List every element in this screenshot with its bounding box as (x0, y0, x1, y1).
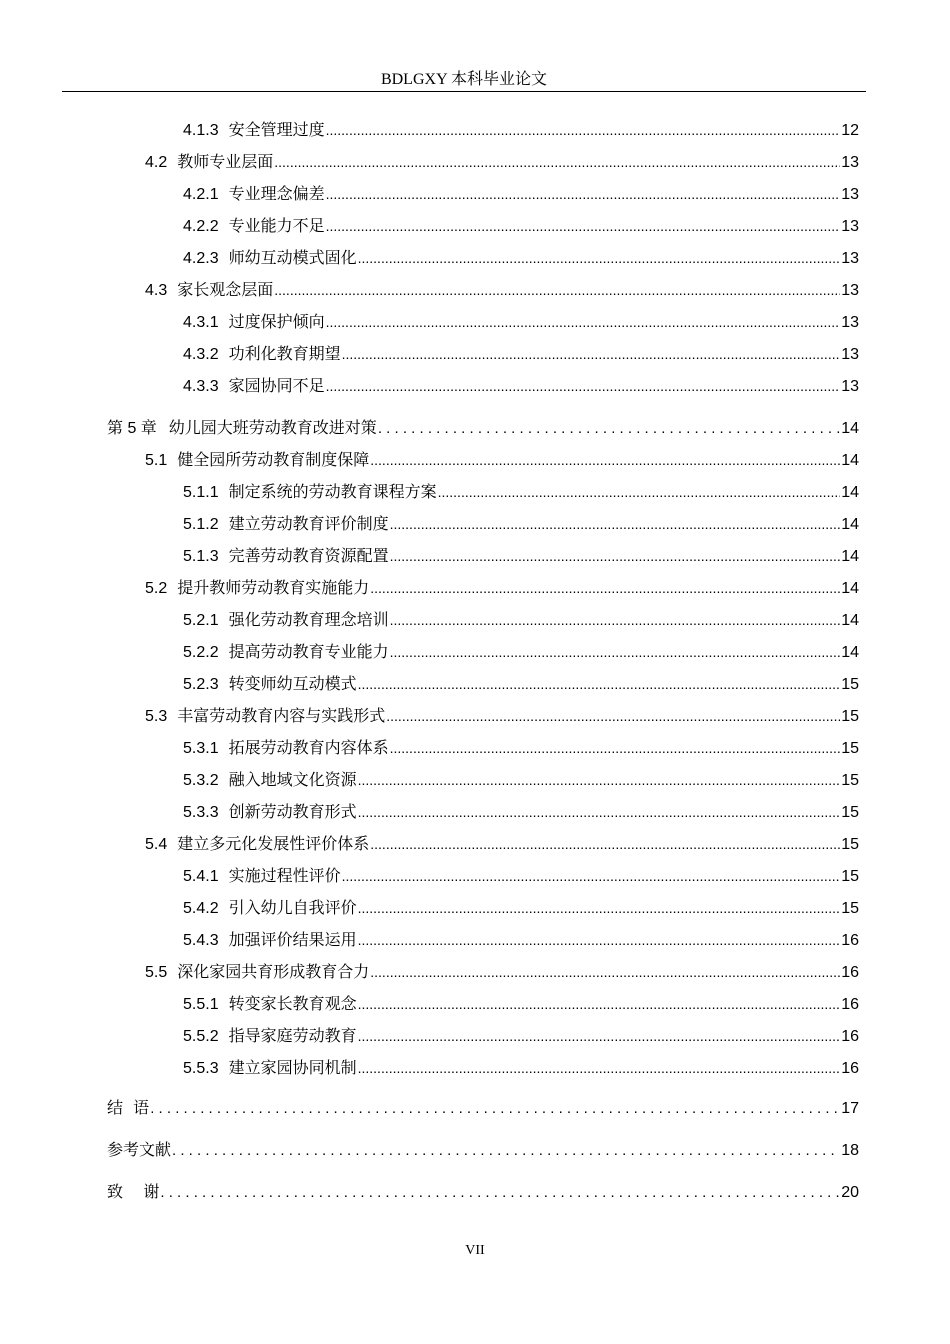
toc-page-number: 14 (841, 452, 859, 469)
toc-entry-title: 实施过程性评价 (228, 866, 341, 885)
toc-page-number: 13 (841, 154, 859, 171)
toc-entry-number: 4.3.1 (183, 314, 219, 331)
toc-dot-leader (358, 768, 841, 792)
toc-dot-leader (358, 800, 841, 824)
toc-page-number: 13 (841, 314, 859, 331)
toc-entry-number: 4.3 (145, 282, 168, 299)
toc-entry-title: 家长观念层面 (177, 280, 274, 299)
toc-page-number: 15 (841, 900, 859, 917)
toc-page-number: 13 (841, 282, 859, 299)
toc-dot-leader (370, 832, 840, 856)
toc-page-number: 14 (841, 580, 859, 597)
toc-page-number: 15 (841, 676, 859, 693)
toc-dot-leader (326, 214, 841, 238)
toc-page-number: 15 (841, 708, 859, 725)
toc-chapter-entry[interactable] (107, 416, 859, 440)
toc-section-entry[interactable] (145, 704, 859, 728)
toc-page-number: 14 (841, 644, 859, 661)
toc-dot-leader (326, 118, 841, 142)
toc-dot-leader (326, 374, 841, 398)
toc-dot-leader (358, 928, 841, 952)
toc-section-entry[interactable] (145, 832, 859, 856)
toc-page-number: 16 (841, 964, 859, 981)
toc-entry-title: 转变师幼互动模式 (228, 674, 357, 693)
toc-subsection-entry[interactable] (183, 672, 859, 696)
toc-entry-number: 5.2.2 (183, 644, 219, 661)
toc-entry-number: 5.2.3 (183, 676, 219, 693)
toc-subsection-entry[interactable] (183, 544, 859, 568)
toc-dot-leader (370, 576, 840, 600)
toc-page-number: 15 (841, 804, 859, 821)
toc-entry-number: 5.5.1 (183, 996, 219, 1013)
toc-dot-leader (358, 672, 841, 696)
toc-subsection-entry[interactable] (183, 1024, 859, 1048)
toc-section-entry[interactable] (145, 960, 859, 984)
toc-page-number: 13 (841, 186, 859, 203)
toc-page-number: 16 (841, 1028, 859, 1045)
toc-page-number: 14 (841, 516, 859, 533)
toc-subsection-entry[interactable] (183, 608, 859, 632)
toc-entry-title: 参考文献 (107, 1140, 172, 1159)
toc-entry-title: 融入地域文化资源 (228, 770, 357, 789)
toc-dot-leader (358, 246, 841, 270)
header-rule (62, 91, 866, 92)
toc-entry-title: 深化家园共育形成教育合力 (177, 962, 370, 981)
toc-entry-number: 5.1.1 (183, 484, 219, 501)
toc-dot-leader (378, 416, 840, 441)
toc-subsection-entry[interactable] (183, 480, 859, 504)
toc-entry-title: 功利化教育期望 (228, 344, 341, 363)
toc-page-number: 14 (841, 484, 859, 501)
toc-entry-number: 4.2 (145, 154, 168, 171)
toc-entry-title: 专业能力不足 (228, 216, 325, 235)
toc-entry-title: 提高劳动教育专业能力 (228, 642, 389, 661)
toc-entry-title: 结 语 (107, 1098, 150, 1117)
toc-entry-title: 引入幼儿自我评价 (228, 898, 357, 917)
toc-dot-leader (390, 640, 841, 664)
toc-page-number: 15 (841, 836, 859, 853)
toc-entry-number: 5.5.2 (183, 1028, 219, 1045)
toc-entry-number: 5.4 (145, 836, 168, 853)
toc-entry-number: 5.1 (145, 452, 168, 469)
toc-entry-title: 完善劳动教育资源配置 (228, 546, 389, 565)
toc-section-entry[interactable] (145, 278, 859, 302)
page-number: VII (465, 1243, 485, 1258)
toc-dot-leader (370, 448, 840, 472)
toc-subsection-entry[interactable] (183, 310, 859, 334)
toc-subsection-entry[interactable] (183, 992, 859, 1016)
toc-subsection-entry[interactable] (183, 1056, 859, 1080)
toc-chapter-entry[interactable] (107, 1096, 859, 1120)
toc-entry-number: 5.2.1 (183, 612, 219, 629)
toc-subsection-entry[interactable] (183, 246, 859, 270)
page-header: BDLGXY 本科毕业论文 (380, 71, 548, 88)
toc-dot-leader (160, 1180, 840, 1205)
toc-page-number: 14 (841, 612, 859, 629)
toc-page-number: 17 (841, 1100, 859, 1117)
toc-entry-title: 创新劳动教育形式 (228, 802, 357, 821)
toc-page-number: 16 (841, 932, 859, 949)
toc-dot-leader (150, 1096, 840, 1121)
toc-entry-title: 拓展劳动教育内容体系 (228, 738, 389, 757)
toc-subsection-entry[interactable] (183, 118, 859, 142)
toc-page-number: 15 (841, 740, 859, 757)
toc-entry-title: 转变家长教育观念 (228, 994, 357, 1013)
toc-dot-leader (358, 896, 841, 920)
toc-entry-title: 安全管理过度 (228, 120, 325, 139)
toc-subsection-entry[interactable] (183, 182, 859, 206)
toc-subsection-entry[interactable] (183, 214, 859, 238)
toc-entry-title: 建立劳动教育评价制度 (228, 514, 389, 533)
toc-entry-title: 丰富劳动教育内容与实践形式 (177, 706, 386, 725)
toc-dot-leader (358, 1056, 841, 1080)
toc-subsection-entry[interactable] (183, 896, 859, 920)
toc-entry-title: 家园协同不足 (228, 376, 325, 395)
toc-page-number: 16 (841, 1060, 859, 1077)
toc-entry-title: 指导家庭劳动教育 (228, 1026, 357, 1045)
toc-entry-title: 致 谢 (107, 1182, 160, 1201)
toc-entry-number: 4.1.3 (183, 122, 219, 139)
toc-entry-number: 4.3.2 (183, 346, 219, 363)
toc-subsection-entry[interactable] (183, 864, 859, 888)
toc-dot-leader (358, 992, 841, 1016)
toc-page-number: 16 (841, 996, 859, 1013)
toc-entry-title: 建立家园协同机制 (228, 1058, 357, 1077)
toc-entry-title: 过度保护倾向 (228, 312, 325, 331)
toc-entry-title: 教师专业层面 (177, 152, 274, 171)
toc-page-number: 13 (841, 250, 859, 267)
toc-page-number: 13 (841, 346, 859, 363)
toc-page-number: 20 (841, 1184, 859, 1201)
toc-dot-leader (390, 736, 841, 760)
toc-dot-leader (274, 278, 840, 302)
toc-subsection-entry[interactable] (183, 512, 859, 536)
toc-subsection-entry[interactable] (183, 640, 859, 664)
toc-entry-title: 提升教师劳动教育实施能力 (177, 578, 370, 597)
toc-entry-number: 5.3.2 (183, 772, 219, 789)
toc-entry-title: 幼儿园大班劳动教育改进对策 (168, 418, 377, 437)
toc-dot-leader (342, 342, 841, 366)
toc-dot-leader (326, 310, 841, 334)
toc-subsection-entry[interactable] (183, 768, 859, 792)
toc-dot-leader (172, 1138, 840, 1163)
toc-entry-number: 5.4.1 (183, 868, 219, 885)
toc-entry-number: 5.3.1 (183, 740, 219, 757)
toc-entry-number: 5.1.3 (183, 548, 219, 565)
toc-entry-title: 专业理念偏差 (228, 184, 325, 203)
toc-section-entry[interactable] (145, 448, 859, 472)
toc-chapter-entry[interactable] (107, 1180, 859, 1204)
toc-page-number: 15 (841, 868, 859, 885)
toc-dot-leader (342, 864, 841, 888)
toc-entry-number: 4.2.3 (183, 250, 219, 267)
toc-entry-number: 5.5 (145, 964, 168, 981)
toc-dot-leader (274, 150, 840, 174)
toc-dot-leader (370, 960, 840, 984)
toc-entry-number: 4.2.1 (183, 186, 219, 203)
toc-entry-title: 师幼互动模式固化 (228, 248, 357, 267)
toc-page-number: 13 (841, 378, 859, 395)
toc-entry-number: 4.2.2 (183, 218, 219, 235)
toc-page-number: 15 (841, 772, 859, 789)
toc-entry-number: 4.3.3 (183, 378, 219, 395)
toc-chapter-entry[interactable] (107, 1138, 859, 1162)
toc-subsection-entry[interactable] (183, 374, 859, 398)
toc-dot-leader (390, 544, 841, 568)
toc-entry-number: 5.2 (145, 580, 168, 597)
toc-entry-number: 5.5.3 (183, 1060, 219, 1077)
toc-dot-leader (386, 704, 840, 728)
toc-page-number: 18 (841, 1142, 859, 1159)
toc-entry-number: 5.3.3 (183, 804, 219, 821)
toc-entry-title: 制定系统的劳动教育课程方案 (228, 482, 437, 501)
toc-section-entry[interactable] (145, 576, 859, 600)
toc-dot-leader (358, 1024, 841, 1048)
toc-page-number: 14 (841, 420, 859, 437)
toc-subsection-entry[interactable] (183, 928, 859, 952)
toc-dot-leader (326, 182, 841, 206)
toc-entry-number: 5.3 (145, 708, 168, 725)
toc-dot-leader (438, 480, 841, 504)
toc-entry-title: 建立多元化发展性评价体系 (177, 834, 370, 853)
toc-entry-number: 第 5 章 (107, 420, 157, 437)
toc-entry-title: 强化劳动教育理念培训 (228, 610, 389, 629)
toc-entry-number: 5.1.2 (183, 516, 219, 533)
toc-page-number: 13 (841, 218, 859, 235)
toc-entry-number: 5.4.2 (183, 900, 219, 917)
toc-section-entry[interactable] (145, 150, 859, 174)
toc-dot-leader (390, 608, 841, 632)
toc-subsection-entry[interactable] (183, 800, 859, 824)
toc-dot-leader (390, 512, 841, 536)
toc-entry-title: 健全园所劳动教育制度保障 (177, 450, 370, 469)
toc-page-number: 14 (841, 548, 859, 565)
toc-subsection-entry[interactable] (183, 736, 859, 760)
toc-entry-title: 加强评价结果运用 (228, 930, 357, 949)
toc-subsection-entry[interactable] (183, 342, 859, 366)
toc-entry-number: 5.4.3 (183, 932, 219, 949)
toc-page-number: 12 (841, 122, 859, 139)
